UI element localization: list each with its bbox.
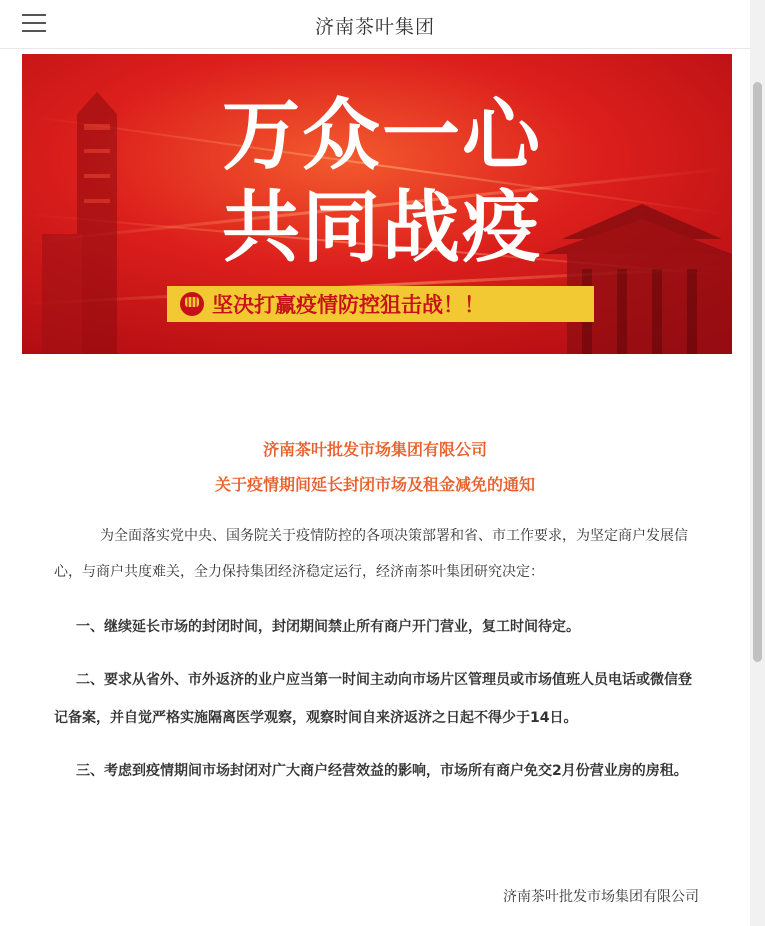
scrollbar-thumb[interactable] [753,82,762,662]
notice-title-subject: 关于疫情期间延长封闭市场及租金减免的通知 [214,475,535,494]
notice-title-company: 济南茶叶批发市场集团有限公司 [262,440,487,459]
site-title[interactable]: 济南茶叶集团 [314,16,435,38]
signature: 济南茶叶批发市场集团有限公司 [503,889,699,905]
fist-icon [180,292,204,316]
top-header [0,0,750,49]
intro-paragraph: 为全面落实党中央、国务院关于疫情防控的各项决策部署和省、市工作要求，为坚定商户发展信心，与商户共度难关，全力保持集团经济稳定运行，经济南茶叶集团研究决定： [54,528,688,580]
banner-headline-1: 万众一心 [222,91,543,181]
notice-item-2: 二、要求从省外、市外返济的业户应当第一时间主动向市场片区管理员或市场值班人员电话或微信登记备案，并自觉严格实施隔离医学观察，观察时间自来济返济之日起不得少于14日。 [54,672,692,726]
notice-item-1: 一、继续延长市场的封闭时间，封闭期间禁止所有商户开门营业，复工时间待定。 [76,619,580,635]
scrollbar[interactable] [750,0,765,926]
hero-banner [22,54,732,354]
banner-slogan: 坚决打赢疫情防控狙击战！！ [212,293,485,317]
notice-item-3: 三、考虑到疫情期间市场封闭对广大商户经营效益的影响，市场所有商户免交2月份营业房的房租。 [76,763,688,779]
banner-image [22,54,732,354]
banner-headline-2: 共同战疫 [222,183,543,273]
